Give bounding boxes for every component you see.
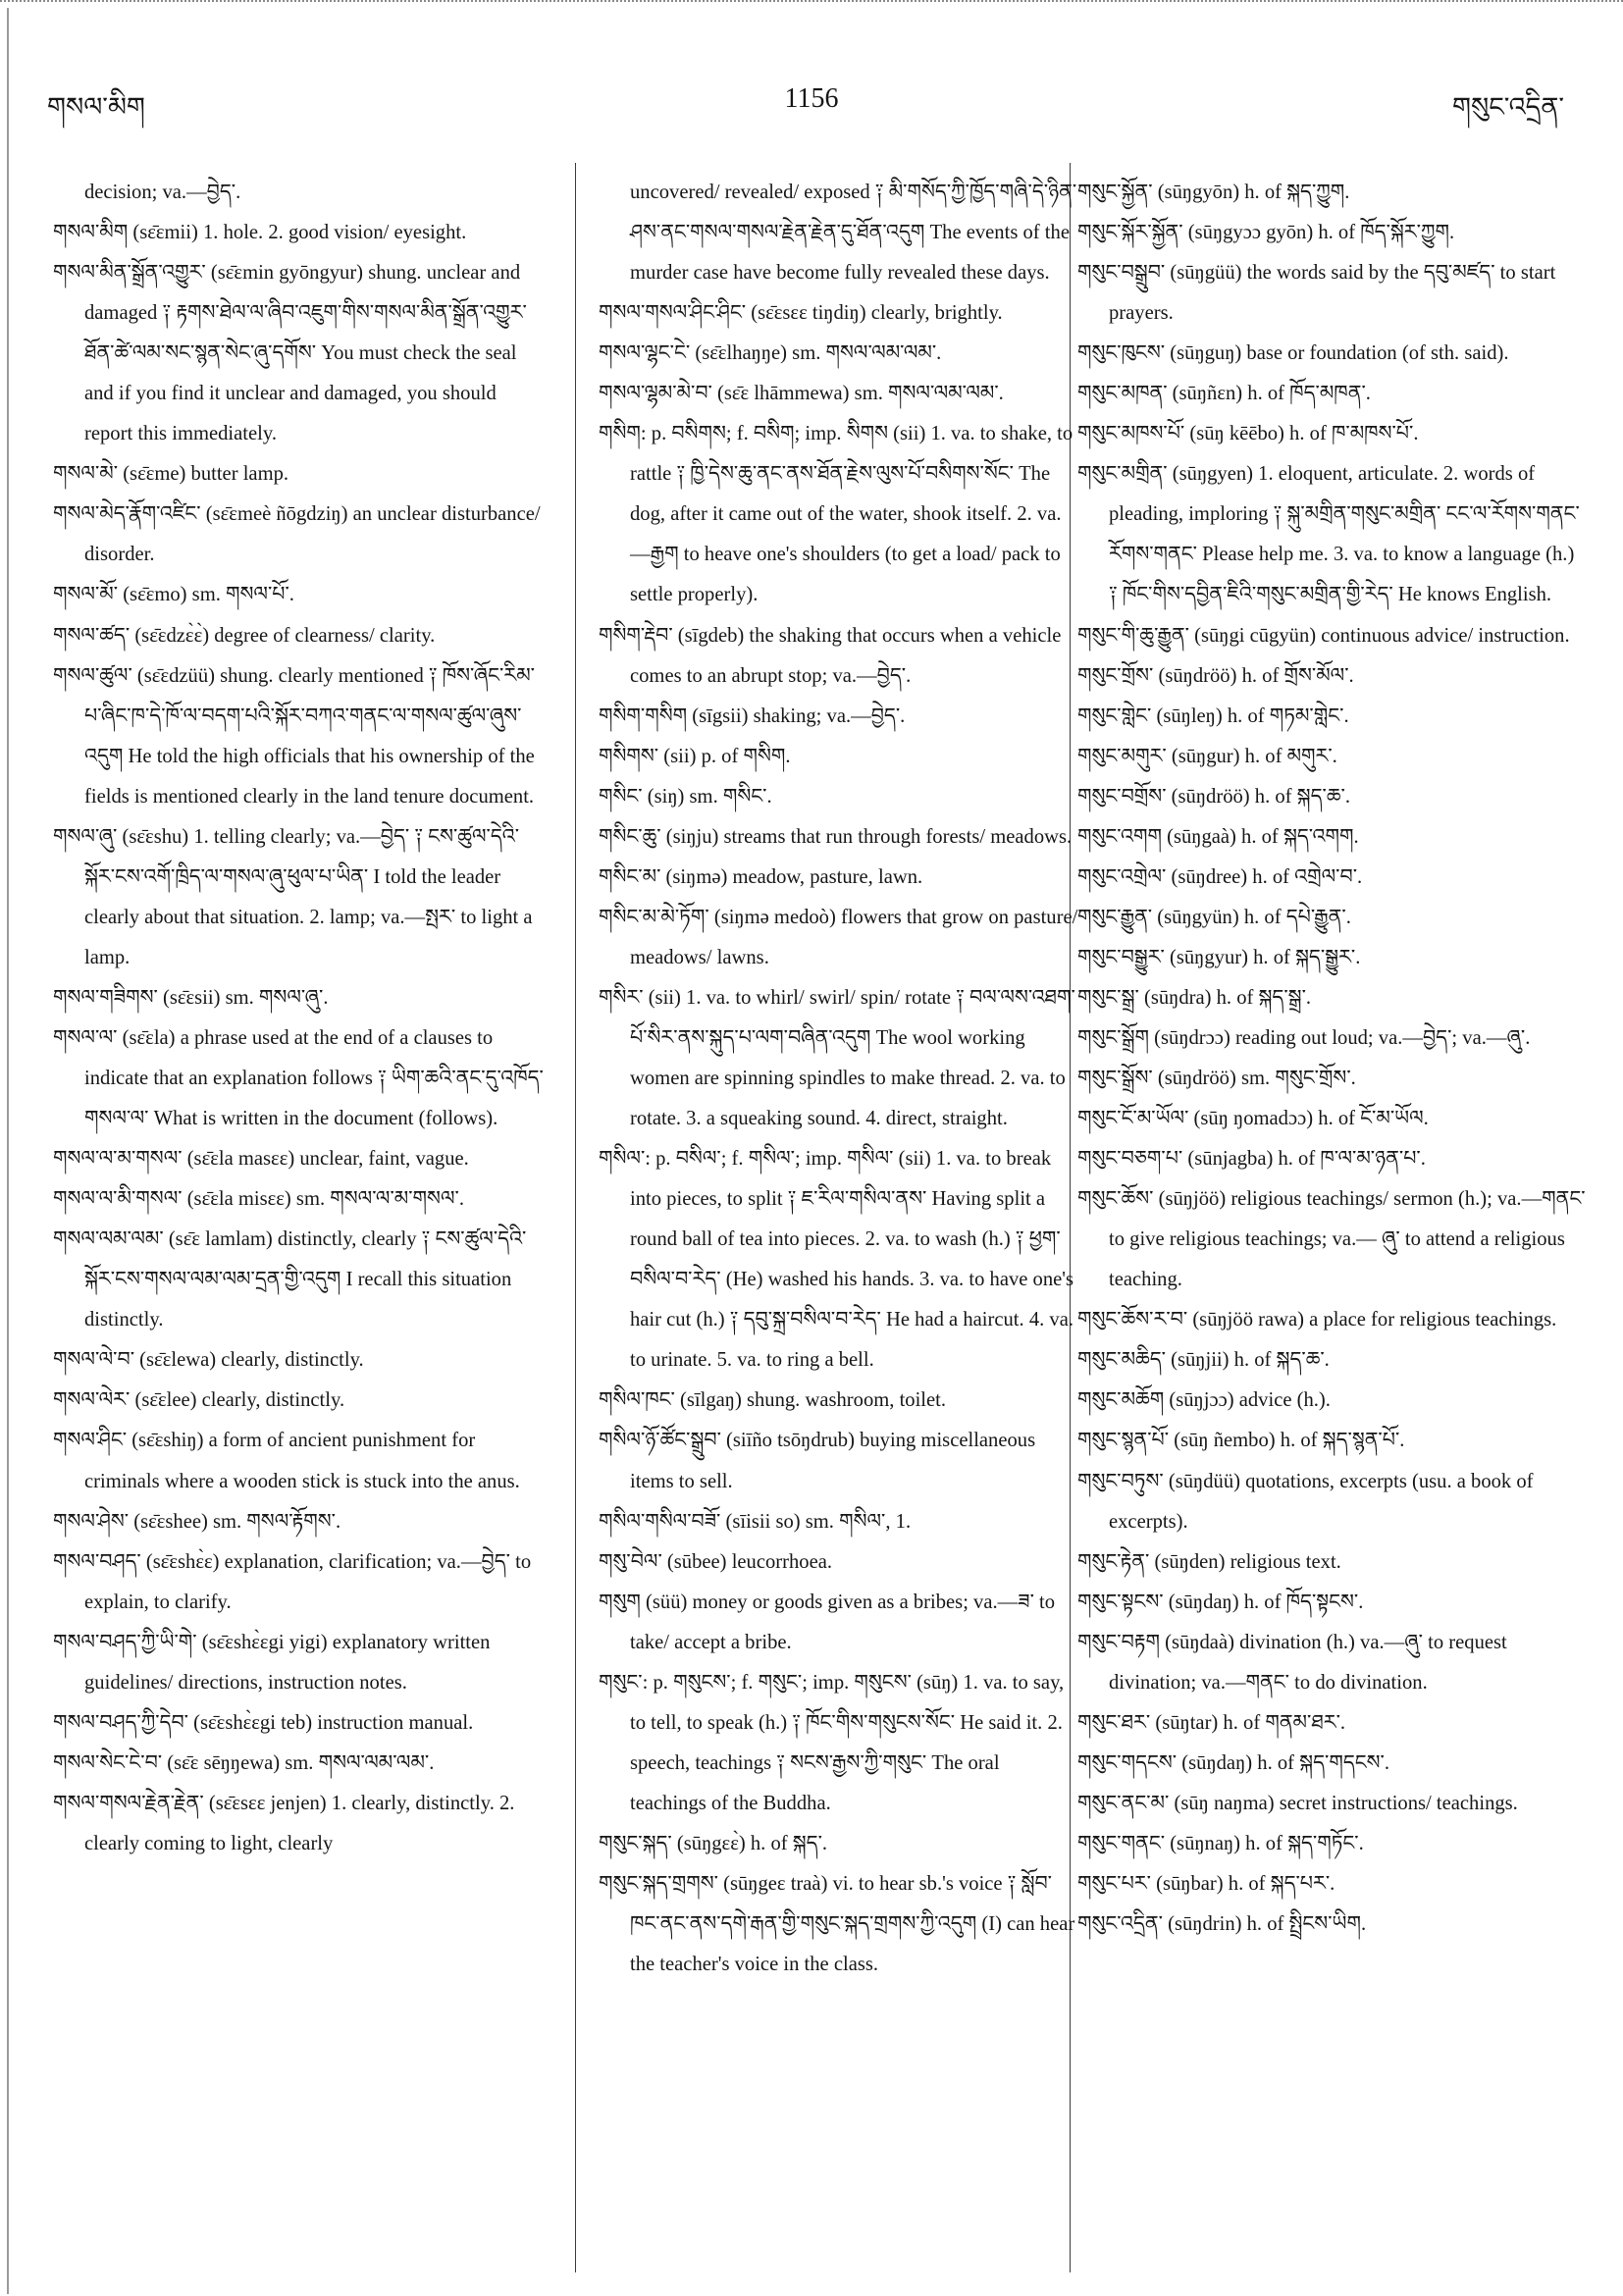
dictionary-entry: གསུང་གནང་ (sūŋnaŋ) h. of སྐད་གཏོང་. [1077,1832,1364,1854]
dictionary-entry: གསུང་གདངས་ (sūŋdaŋ) h. of སྐད་གདངས་. [1077,1751,1389,1774]
dictionary-entry: གསུང་མཆོག (sūŋjɔɔ) advice (h.). [1077,1389,1331,1412]
column-1 [53,173,544,1864]
dictionary-entry: གསུང་སྐད་ (sūŋgɛɛ̀) h. of སྐད་. [599,1832,828,1854]
dictionary-entry: གསལ་སེང་ངེ་བ་ (sɛ̄ɛ sēŋŋewa) sm. གསལ་ལམ་ལམ་. [53,1751,435,1774]
dictionary-entry: གསལ་བཤད་ (sɛ̄ɛshɛ̀ɛ) explanation, clarification; va.—བྱེད་ to explain, to clarify. [53,1550,532,1613]
dictionary-entry: གསུང་སྒྲ་ (sūŋdra) h. of སྐད་སྒྲ་. [1077,986,1312,1009]
dictionary-entry: གསིལ་ཁང་ (sīlgaŋ) shung. washroom, toilet. [599,1389,947,1412]
column-3 [1077,173,1588,1945]
dictionary-entry: གསལ་བཤད་ཀྱི་ཡི་གེ་ (sɛ̄ɛshɛ̀ɛgi yigi) explanatory written guidelines/ directions, instruction notes. [53,1631,491,1694]
dictionary-entry: གསུང་འགྲེལ་ (sūŋdree) h. of འགྲེལ་བ་. [1077,865,1363,888]
dictionary-entry: གསུང་སྐྱོན་ (sūŋgyōn) h. of སྐད་ཀྱུག. [1077,182,1350,203]
dictionary-entry: གསུང་རྟེན་ (sūŋden) religious text. [1077,1550,1341,1573]
dictionary-entry: གསལ་མེད་རྣོག་འཛིང་ (sɛ̄ɛmeè ñōgdziŋ) an unclear disturbance/ disorder. [53,503,541,566]
dictionary-entry: གསལ་མོ་ (sɛ̄ɛmo) sm. གསལ་པོ་. [53,584,294,606]
dictionary-entry: གསལ་ཚུལ་ (sɛ̄ɛdzüü) shung. clearly mentioned ༑ ཁོས་ཞོང་རིམ་པ་ཞིང་ཁ་དེ་ཁོ་ལ་བདག་པའི་སྐོར་བཀའ་གནང་ལ་གསལ་ཚུལ་ཞུས་འདུག He told the high officials that his ownership of the fields is mentioned clearly in the land tenure document. [53,664,535,808]
dictionary-entry: གསུང་ཁུངས་ (sūŋguŋ) base or foundation (of sth. said). [1077,342,1509,365]
dictionary-entry: གསིང་མ་ (siŋmə) meadow, pasture, lawn. [599,865,923,888]
dictionary-entry: གསུ་བེལ་ (sūbee) leucorrhoea. [599,1550,833,1573]
dictionary-entry: གསལ་བཤད་ཀྱི་དེབ་ (sɛ̄ɛshɛ̀ɛgi teb) instruction manual. [53,1711,474,1734]
dictionary-entry: གསུང་འདྲིན་ (sūŋdrin) h. of སྤྲིངས་ཡིག. [1077,1913,1367,1936]
dictionary-entry: གསལ་ཤེས་ (sɛ̄ɛshee) sm. གསལ་རྟོགས་. [53,1510,341,1533]
dictionary-entry: གསུང་མགྲིན་ (sūŋgyen) 1. eloquent, articulate. 2. words of pleading, imploring ༑ སྐུ་མགྲིན་གསུང་མགྲིན་ ངང་ལ་རོགས་གནང་རོགས་གནང་ Please help me. 3. va. to know a language (h.) ༑ ཁོང་གིས་དབྱིན་ཇིའི་གསུང་མགྲིན་གྱི་རེད་ He knows English. [1077,463,1580,606]
dictionary-entry: གསུང་གླེང་ (sūŋleŋ) h. of གཏམ་གླེང་. [1077,704,1349,727]
dictionary-entry: གསལ་ལ་ (sɛ̄ɛla) a phrase used at the end of a clauses to indicate that an explanation follows ༑ ཡིག་ཆའི་ནང་དུ་འཁོད་གསལ་ལ་ What is written in the document (follows). [53,1026,544,1130]
dictionary-entry: གསུང་བགྲོས་ (sūŋdröö) h. of སྐད་ཆ་. [1077,785,1350,808]
dictionary-entry: གསིང་ (siŋ) sm. གསིང་. [599,785,772,808]
column-divider [575,163,576,2272]
dictionary-entry: གསུང་གི་ཆུ་རྒྱུན་ (sūŋgi cūgyün) continuous advice/ instruction. [1077,624,1570,647]
dictionary-entry: གསལ་ལེ་བ་ (sɛ̄ɛlewa) clearly, distinctly. [53,1349,364,1372]
column-2 [599,173,1079,1985]
dictionary-entry: གསུང་ངོ་མ་ཡོལ་ (sūŋ ŋomadɔɔ) h. of ངོ་མ་ཡོལ. [1077,1108,1429,1130]
dictionary-entry: གསལ་མིན་སྒྲོན་འགྱུར་ (sɛ̄ɛmin gyōngyur) shung. unclear and damaged ༑ རྟགས་ཐེལ་ལ་ཞིབ་འཇུག་གིས་གསལ་མིན་སྒྲོན་འགྱུར་ཐོན་ཚེ་ལམ་སང་སྙན་སེང་ཞུ་དགོས་ You must check the seal and if you find it unclear and damaged, you should report this immediately. [53,262,527,445]
dictionary-entry: གསལ་གཟིགས་ (sɛ̄ɛsii) sm. གསལ་ཞུ་. [53,986,329,1009]
dictionary-entry: གསལ་ལམ་ལམ་ (sɛ̄ɛ lamlam) distinctly, clearly ༑ ངས་ཚུལ་དེའི་སྐོར་ངས་གསལ་ལམ་ལམ་དྲན་གྱི་འདུག I recall this situation distinctly. [53,1228,527,1331]
scan-edge-top [0,0,1623,6]
dictionary-entry: གསིར་ (sii) 1. va. to whirl/ swirl/ spin/ rotate ༑ བལ་ལས་འཐག་པོ་སིར་ནས་སྐུད་པ་ལག་བཞིན་འདུག The wool working women are spinning spindles to make thread. 2. va. to rotate. 3. a squeaking sound. 4. direct, straight. [599,986,1075,1130]
dictionary-entry: གསིག་རྡེབ་ (sīgdeb) the shaking that occurs when a vehicle comes to an abrupt stop; va.—བྱེད་. [599,624,1062,687]
dictionary-entry: གསུང་སྐོར་སྐྱོན་ (sūŋgyɔɔ gyōn) h. of ཁོད་སྐོར་ཀྱུག. [1077,222,1455,244]
dictionary-entry: གསུང་བསྒྱུར་ (sūŋgyur) h. of སྐད་སྒྱུར་. [1077,946,1361,968]
dictionary-entry: གསིག་གསིག (sīgsii) shaking; va.—བྱེད་. [599,704,906,727]
dictionary-entry: གསུང་མཆིད་ (sūŋjii) h. of སྐད་ཆ་. [1077,1349,1330,1372]
dictionary-entry: གསལ་ཤིང་ (sɛ̄ɛshiŋ) a form of ancient punishment for criminals where a wooden stick is stuck into the anus. [53,1430,520,1492]
page-number: 1156 [784,83,839,114]
dictionary-entry: གསུང་ཆོས་ (sūŋjöö) religious teachings/ sermon (h.); va.—གནང་ to give religious teachings; va.— ཞུ་ to attend a religious teaching. [1077,1188,1586,1291]
dictionary-entry: གསལ་ལྷང་ངེ་ (sɛ̄ɛlhaŋŋe) sm. གསལ་ལམ་ལམ་. [599,342,942,365]
dictionary-entry: གསུང་བརྟག (sūŋdaà) divination (h.) va.—ཞུ་ to request divination; va.—གནང་ to do divination. [1077,1631,1507,1694]
dictionary-entry: གསུང་སྟངས་ (sūŋdaŋ) h. of ཁོད་སྟངས་. [1077,1591,1364,1613]
dictionary-entry: གསལ་ལྷམ་མེ་བ་ (sɛ̄ɛ lhāmmewa) sm. གསལ་ལམ་ལམ་. [599,383,1004,405]
dictionary-entry: གསུང་སྙན་པོ་ (sūŋ ñembo) h. of སྐད་སྙན་པོ་. [1077,1430,1405,1452]
dictionary-entry: གསུང་ཆོས་ར་བ་ (sūŋjöö rawa) a place for religious teachings. [1077,1309,1557,1331]
dictionary-entry: གསུང་མཁན་ (sūŋñɛn) h. of ཁོད་མཁན་. [1077,383,1371,405]
dictionary-entry: གསིལ་: p. བསིལ་; f. གསིལ་; imp. གསིལ་ (sii) 1. va. to break into pieces, to split ༑ ཇ་རིལ་གསིལ་ནས་ Having split a round ball of tea into pieces. 2. va. to wash (h.) ༑ ཕྱག་བསིལ་བ་རེད་ (He) washed his hands. 3. va. to have one's hair cut (h.) ༑ དབུ་སྐྲ་བསིལ་བ་རེད་ He had a haircut. 4. va. to urinate. 5. va. to ring a bell. [599,1148,1074,1372]
dictionary-entry: གསལ་མིག (sɛ̄ɛmii) 1. hole. 2. good vision/ eyesight. [53,222,467,244]
dictionary-entry: གསུང་པར་ (sūŋbar) h. of སྐད་པར་. [1077,1872,1335,1895]
dictionary-entry: གསུང་རྒྱུན་ (sūŋgyün) h. of དཔེ་རྒྱུན་. [1077,906,1351,928]
dictionary-entry: གསིལ་གསིལ་བཟོ་ (sīisii so) sm. གསིལ་, 1. [599,1510,912,1533]
dictionary-entry: གསིགས་ (sii) p. of གསིག. [599,745,791,767]
dictionary-entry: གསུང་: p. གསུངས་; f. གསུང་; imp. གསུངས་ (sūŋ) 1. va. to say, to tell, to speak (h.) ༑ ཁོང་གིས་གསུངས་སོང་ He said it. 2. speech, teachings ༑ སངས་རྒྱས་ཀྱི་གསུང་ The oral teachings of the Buddha. [599,1671,1065,1814]
dictionary-entry: གསུང་མགུར་ (sūŋgur) h. of མགུར་. [1077,745,1337,767]
dictionary-entry: གསུང་གྲོས་ (sūŋdröö) h. of གྲོས་མོལ་. [1077,664,1354,687]
dictionary-entry: གསུང་མཁས་པོ་ (sūŋ kēēbo) h. of ཁ་མཁས་པོ་. [1077,423,1419,445]
dictionary-entry: གསལ་ཞུ་ (sɛ̄ɛshu) 1. telling clearly; va.—བྱེད་ ༑ ངས་ཚུལ་དེའི་སྐོར་ངས་འགོ་ཁྲིད་ལ་གསལ་ཞུ་ཕུལ་པ་ཡིན་ I told the leader clearly about that situation. 2. lamp; va.—སྤར་ to light a lamp. [53,825,533,968]
dictionary-entry: གསུང་བཅག་པ་ (sūnjagba) h. of ཁ་ལ་མ་ཉན་པ་. [1077,1148,1426,1171]
dictionary-entry: གསལ་གསལ་རྗེན་རྗེན་ (sɛ̄ɛsɛɛ jenjen) 1. clearly, distinctly. 2. clearly coming to light, clearly [53,1792,515,1854]
dictionary-entry: གསུང་བསྒྲུབ་ (sūŋgüü) the words said by the དབུ་མཛད་ to start prayers. [1077,262,1556,325]
dictionary-entry: གསིང་ཆུ་ (siŋju) streams that run through forests/ meadows. [599,825,1073,848]
dictionary-entry: གསུག (süü) money or goods given as a bribes; va.—ཟ་ to take/ accept a bribe. [599,1591,1056,1653]
dictionary-entry: གསུང་སྒྲོས་ (sūŋdröö) sm. གསུང་གྲོས་. [1077,1068,1356,1090]
header-left-guide-word: གསལ་མིག [47,92,145,122]
dictionary-entry: གསུང་སྒྲོག (sūŋdrɔɔ) reading out loud; va.—བྱེད་; va.—ཞུ་. [1077,1026,1531,1049]
dictionary-entry: གསིག: p. བསིགས; f. བསིག; imp. སིགས (sii) 1. va. to shake, to rattle ༑ ཁྱི་དེས་ཆུ་ནང་ནས་ཐོན་རྗེས་ལུས་པོ་བསིགས་སོང་ The dog, after it came out of the water, shook itself. 2. va.—རྒྱག to heave one's shoulders (to get a load/ pack to settle properly). [599,423,1073,606]
dictionary-entry: གསལ་ཚད་ (sɛ̄ɛdzɛ̀ɛ̀) degree of clearness/ clarity. [53,624,436,647]
dictionary-entry: གསལ་མེ་ (sɛ̄ɛme) butter lamp. [53,463,289,486]
dictionary-entry: གསུང་ཐར་ (sūŋtar) h. of གནམ་ཐར་. [1077,1711,1346,1734]
dictionary-entry: གསུང་སྐད་གྲགས་ (sūŋgeɛ traà) vi. to hear sb.'s voice ༑ སློབ་ཁང་ནང་ནས་དགེ་རྒན་གྱི་གསུང་སྐད་གྲགས་ཀྱི་འདུག (I) can hear the teacher's voice in the class. [599,1872,1075,1976]
header-right-guide-word: གསུང་འདྲིན་ [1452,92,1564,122]
dictionary-entry: གསལ་ལ་མ་གསལ་ (sɛ̄ɛla masɛɛ) unclear, faint, vague. [53,1148,469,1171]
dictionary-entry: གསལ་ལ་མི་གསལ་ (sɛ̄ɛla misɛɛ) sm. གསལ་ལ་མ་གསལ་. [53,1188,464,1211]
dictionary-entry: གསིལ་ཉོ་ཚོང་སྒྲུབ་ (siīño tsōŋdrub) buying miscellaneous items to sell. [599,1430,1036,1492]
dictionary-entry: གསུང་བཏུས་ (sūŋdüü) quotations, excerpts (usu. a book of excerpts). [1077,1470,1534,1533]
dictionary-entry: གསུང་འགག (sūŋgaà) h. of སྐད་འགག. [1077,825,1359,848]
dictionary-entry: གསལ་ལེར་ (sɛ̄ɛlee) clearly, distinctly. [53,1389,345,1412]
dictionary-entry: uncovered/ revealed/ exposed ༑ མི་གསོད་ཀྱི་ཁྱོད་གཞི་དེ་ཉིན་ཤས་ནང་གསལ་གསལ་རྗེན་རྗེན་དུ་ཐོན་འདུག The events of the murder case have become fully revealed these days. [630,182,1077,285]
scan-edge-left [7,8,9,2294]
dictionary-entry: decision; va.—བྱེད་. [84,182,241,203]
dictionary-entry: གསིང་མ་མེ་ཏོག་ (siŋmə medoò) flowers that grow on pasture/ meadows/ lawns. [599,906,1078,968]
dictionary-entry: གསལ་གསལ་ཤིང་ཤིང་ (sɛ̄ɛsɛɛ tiŋdiŋ) clearly, brightly. [599,302,1003,325]
dictionary-entry: གསུང་ནང་མ་ (sūŋ naŋma) secret instructions/ teachings. [1077,1792,1518,1814]
